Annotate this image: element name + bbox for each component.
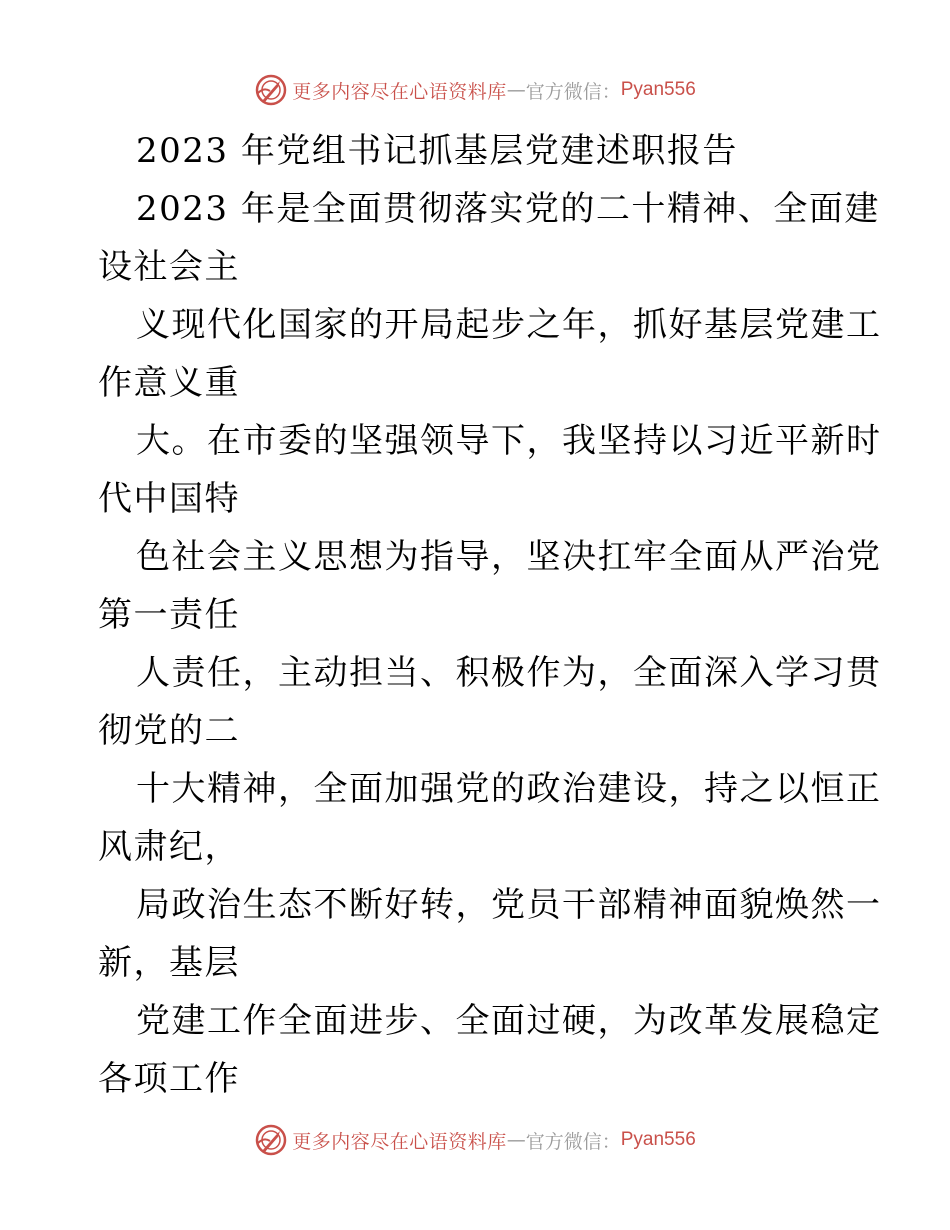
paragraph-line: 作意义重 (98, 363, 240, 403)
paragraph-line: 代中国特 (98, 479, 240, 519)
paragraph-line: 大。在市委的坚强领导下，我坚持以习近平新时 (136, 421, 882, 461)
header-watermark (0, 70, 950, 110)
paragraph-line: 风肃纪， (98, 827, 240, 867)
watermark-dash: — (506, 79, 526, 101)
pen-logo-icon (254, 1123, 288, 1157)
watermark-sub-text: 官方微信： (525, 80, 621, 103)
watermark-main-text: 更多内容尽在心语资料库 (292, 80, 507, 103)
paragraph-line: 彻党的二 (98, 711, 240, 751)
paragraph-line: 色社会主义思想为指导，坚决扛牢全面从严治党 (136, 537, 882, 577)
watermark-wechat-id: Pyan556 (620, 1129, 696, 1150)
document-title: 2023 年党组书记抓基层党建述职报告 (136, 131, 738, 171)
watermark-dash: — (506, 1129, 526, 1151)
footer-watermark (0, 1120, 950, 1160)
paragraph-line: 十大精神，全面加强党的政治建设，持之以恒正 (136, 769, 882, 809)
pen-logo-icon (254, 73, 288, 107)
watermark-main-text: 更多内容尽在心语资料库 (292, 1130, 507, 1153)
paragraph-line: 第一责任 (98, 595, 240, 635)
paragraph-line: 设社会主 (98, 247, 240, 287)
paragraph-line: 各项工作 (98, 1059, 240, 1099)
paragraph-line: 2023 年是全面贯彻落实党的二十精神、全面建 (136, 189, 880, 229)
paragraph-line: 义现代化国家的开局起步之年，抓好基层党建工 (136, 305, 882, 345)
paragraph-line: 局政治生态不断好转，党员干部精神面貌焕然一 (136, 885, 882, 925)
paragraph-line: 新，基层 (98, 943, 240, 983)
paragraph-line: 人责任，主动担当、积极作为，全面深入学习贯 (136, 653, 882, 693)
watermark-sub-text: 官方微信： (525, 1130, 621, 1153)
watermark-wechat-id: Pyan556 (620, 79, 696, 100)
paragraph-line: 党建工作全面进步、全面过硬，为改革发展稳定 (136, 1001, 882, 1041)
document-body (98, 122, 882, 1108)
